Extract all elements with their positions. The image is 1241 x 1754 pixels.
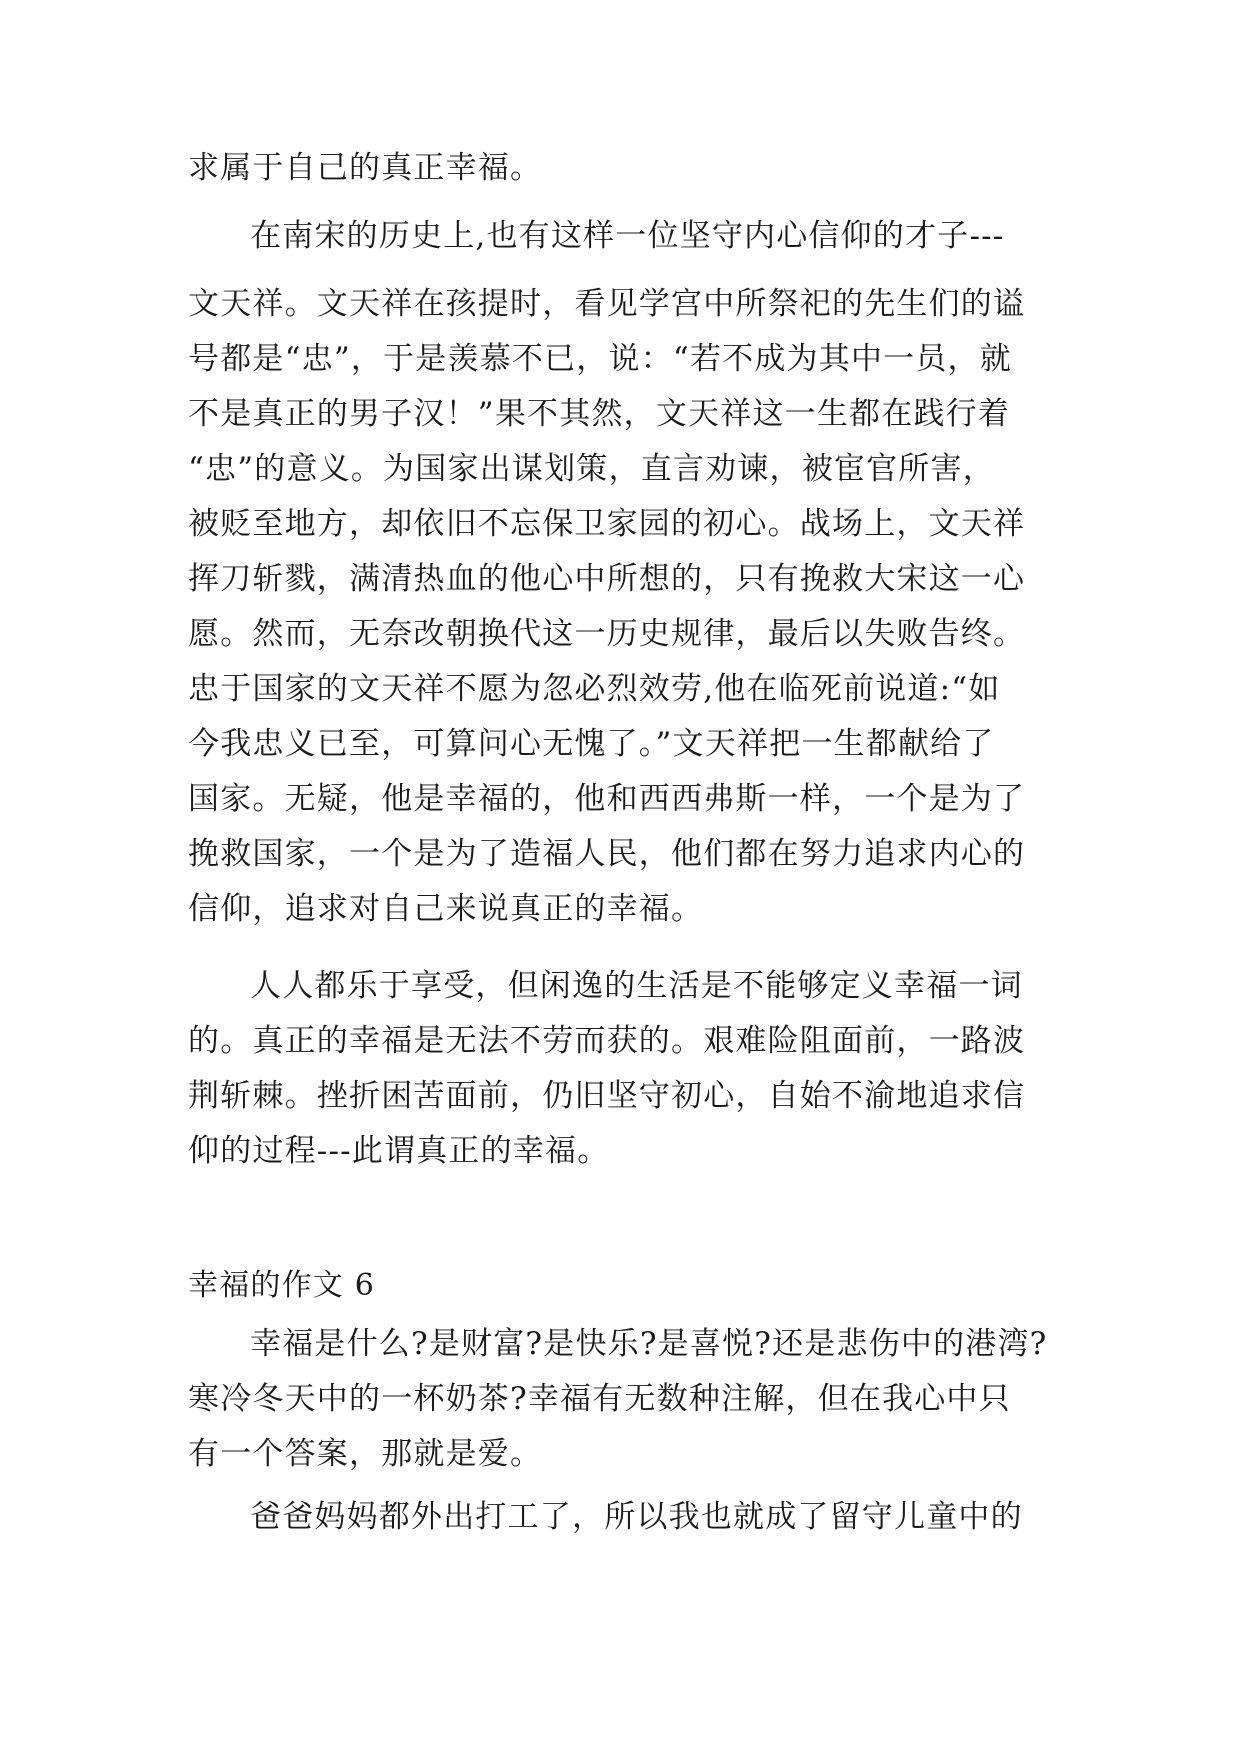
- text-line: 寒冷冬天中的一杯奶茶?幸福有无数种注解，但在我心中只: [188, 1381, 1011, 1417]
- text-line: 忠于国家的文天祥不愿为忽必烈效劳,他在临死前说道:“如: [188, 671, 1001, 707]
- paragraph-first-line: 在南宋的历史上,也有这样一位坚守内心信仰的才子---: [250, 218, 1005, 254]
- text-line: 信仰，追求对自己来说真正的幸福。: [188, 891, 704, 927]
- text-line: 有一个答案，那就是爱。: [188, 1436, 543, 1472]
- text-line: 不是真正的男子汉！”果不其然，文天祥这一生都在践行着: [188, 396, 1011, 432]
- text-line: 仰的过程---此谓真正的幸福。: [188, 1133, 610, 1169]
- text-line: 荆斩棘。挫折困苦面前，仍旧坚守初心，自始不渝地追求信: [188, 1078, 1026, 1114]
- text-line: 今我忠义已至，可算问心无愧了。”文天祥把一生都献给了: [188, 726, 995, 762]
- text-line: 文天祥。文天祥在孩提时，看见学宫中所祭祀的先生们的谥: [188, 286, 1026, 322]
- text-line: 的。真正的幸福是无法不劳而获的。艰难险阻面前，一路波: [188, 1023, 1026, 1059]
- text-line: 号都是“忠”，于是羡慕不已，说：“若不成为其中一员，就: [188, 341, 1012, 377]
- text-line: 愿。然而，无奈改朝换代这一历史规律，最后以失败告终。: [188, 616, 1026, 652]
- text-line: 求属于自己的真正幸福。: [188, 150, 543, 186]
- paragraph-first-line: 爸爸妈妈都外出打工了，所以我也就成了留守儿童中的: [250, 1499, 1023, 1535]
- paragraph-first-line: 人人都乐于享受，但闲逸的生活是不能够定义幸福一词: [250, 968, 1023, 1004]
- text-line: 被贬至地方，却依旧不忘保卫家园的初心。战场上，文天祥: [188, 506, 1026, 542]
- text-line: 国家。无疑，他是幸福的，他和西西弗斯一样，一个是为了: [188, 781, 1026, 817]
- text-line: “忠”的意义。为国家出谋划策，直言劝谏，被宦官所害，: [188, 451, 995, 487]
- section-heading: 幸福的作文 6: [188, 1268, 376, 1303]
- paragraph-first-line: 幸福是什么?是财富?是快乐?是喜悦?还是悲伤中的港湾?: [250, 1326, 1048, 1362]
- text-line: 挥刀斩戮，满清热血的他心中所想的，只有挽救大宋这一心: [188, 561, 1026, 597]
- text-line: 挽救国家，一个是为了造福人民，他们都在努力追求内心的: [188, 836, 1026, 872]
